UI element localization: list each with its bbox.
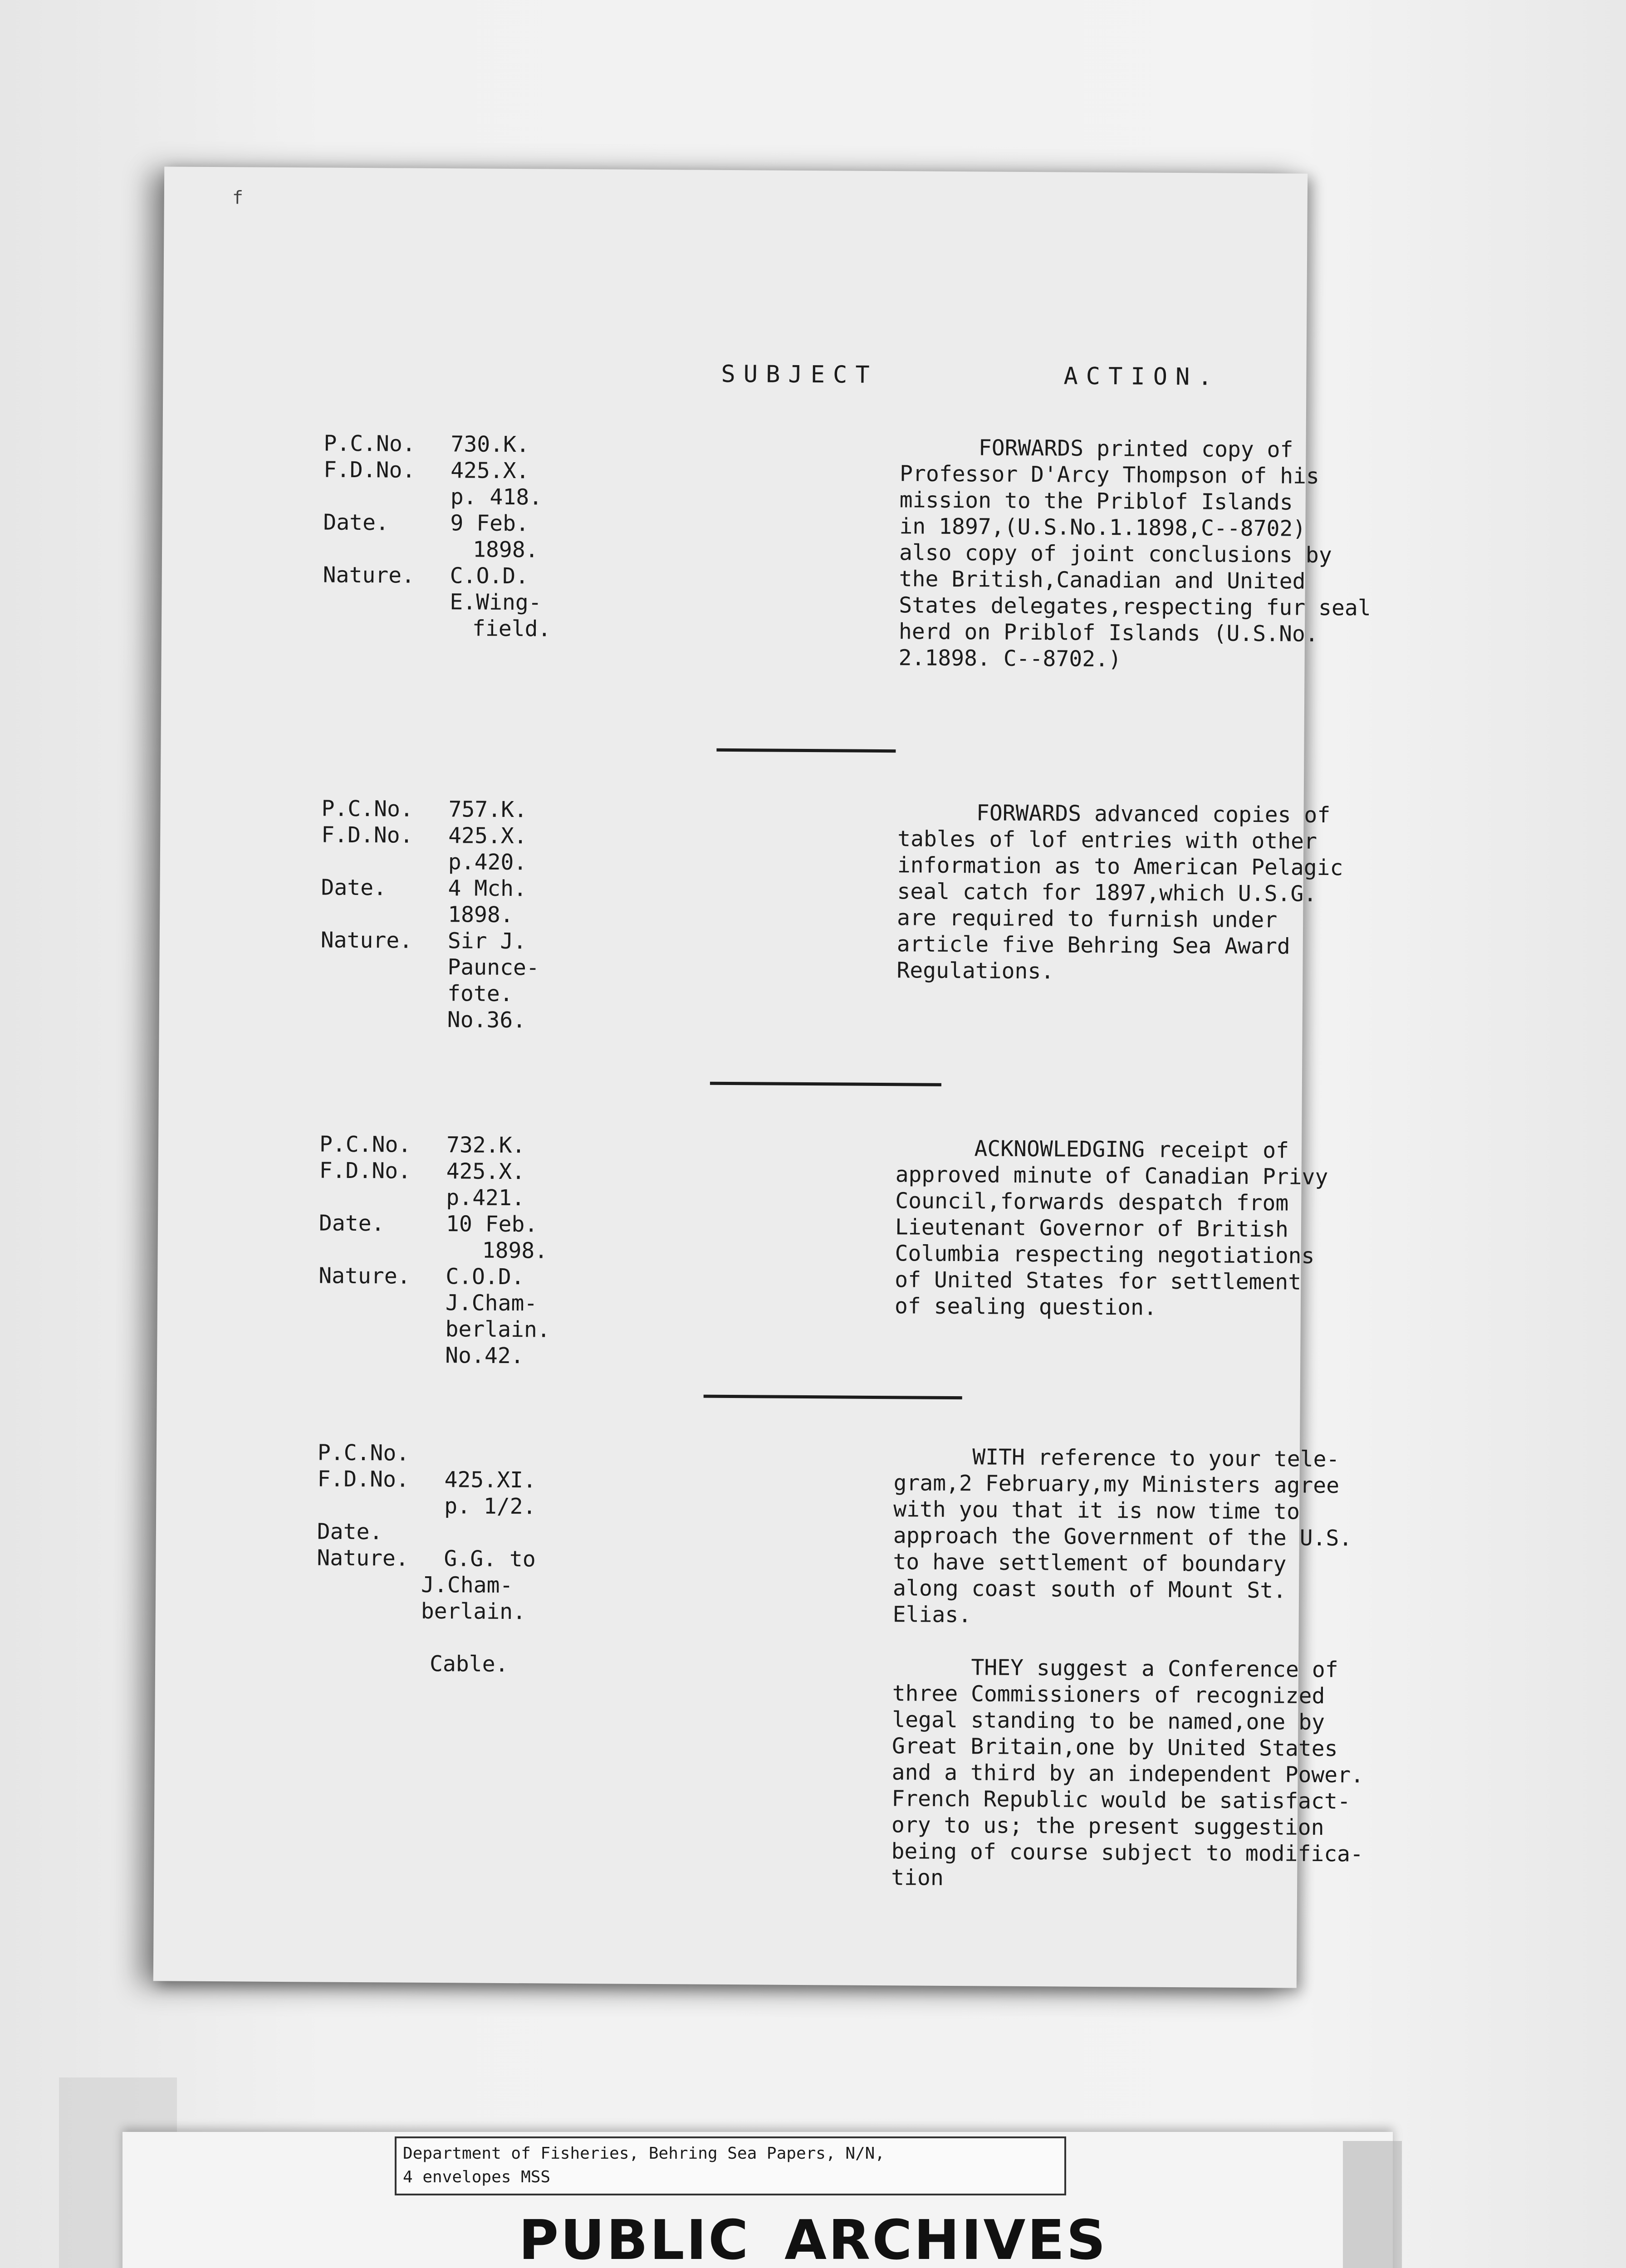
- ref-value: berlain.: [421, 1598, 526, 1625]
- text-line: Columbia respecting negotiations: [895, 1241, 1315, 1269]
- ref-label: Nature.: [320, 927, 413, 953]
- ref-value: p.420.: [448, 849, 527, 875]
- ref-value: J.Cham-: [445, 1290, 538, 1316]
- entry-425xi: [316, 1440, 1364, 1891]
- ref-label: Date.: [318, 1210, 385, 1237]
- text-line: along coast south of Mount St.: [892, 1575, 1287, 1603]
- text-line: Great Britain,one by United States: [891, 1733, 1338, 1762]
- ref-value: C.O.D.: [446, 1264, 524, 1290]
- text-line: THEY suggest a Conference of: [892, 1654, 1338, 1683]
- caption-line: 4 envelopes MSS: [403, 2168, 551, 2186]
- ref-value: fote.: [447, 981, 513, 1007]
- ref-value: field.: [472, 616, 551, 642]
- text-line: the British,Canadian and United: [899, 566, 1306, 594]
- entry-732k: [318, 1131, 1328, 1374]
- text-line: are required to furnish under: [896, 905, 1278, 933]
- ref-label: Date.: [317, 1519, 383, 1545]
- ref-value: 10 Feb.: [446, 1211, 538, 1237]
- ref-label: F.D.No.: [317, 1466, 410, 1492]
- ref-value: Paunce-: [447, 954, 539, 981]
- text-line: FORWARDS advanced copies of: [897, 800, 1331, 828]
- caption-line: Department of Fisheries, Behring Sea Papers, N/N,: [403, 2144, 885, 2163]
- ref-value: 4 Mch.: [448, 875, 527, 902]
- text-line: with you that it is now time to: [893, 1496, 1300, 1525]
- separator-rule: [710, 1082, 941, 1086]
- ref-label: P.C.No.: [323, 430, 416, 457]
- text-line: Council,forwards despatch from: [895, 1188, 1289, 1216]
- ref-value: 425.X.: [448, 823, 527, 849]
- ref-value: Sir J.: [447, 928, 527, 954]
- ref-value: Cable.: [429, 1651, 509, 1677]
- text-line: mission to the Priblof Islands: [899, 487, 1293, 515]
- ref-value: J.Cham-: [421, 1572, 513, 1598]
- text-line: three Commissioners of recognized: [892, 1681, 1325, 1709]
- text-line: French Republic would be satisfact-: [891, 1786, 1351, 1814]
- text-line: Regulations.: [896, 958, 1054, 984]
- ref-value: 9 Feb.: [450, 510, 529, 537]
- ref-value: p. 418.: [450, 484, 543, 510]
- text-line: tion: [891, 1865, 944, 1891]
- ref-value: 757.K.: [448, 797, 528, 823]
- ref-label: Date.: [323, 509, 389, 536]
- ref-value: E.Wing-: [450, 589, 542, 616]
- corner-mark: f: [232, 187, 244, 209]
- ref-label: P.C.No.: [321, 796, 414, 822]
- ref-value: No.42.: [445, 1343, 524, 1369]
- ref-label: F.D.No.: [319, 1158, 411, 1184]
- text-line: Elias.: [892, 1602, 972, 1628]
- text-line: to have settlement of boundary: [893, 1549, 1287, 1577]
- separator-rule: [716, 748, 896, 753]
- text-line: in 1897,(U.S.No.1.1898,C--8702): [899, 513, 1306, 542]
- text-line: 2.1898. C--8702.): [898, 645, 1122, 672]
- ref-value: p. 1/2.: [444, 1493, 536, 1520]
- text-line: FORWARDS printed copy of: [900, 435, 1293, 463]
- text-line: herd on Priblof Islands (U.S.No.: [898, 619, 1318, 647]
- text-line: Lieutenant Governor of British: [895, 1214, 1289, 1242]
- ref-label: Nature.: [317, 1545, 409, 1571]
- entry-text: [895, 1135, 1395, 1322]
- entry-text: [898, 434, 1399, 674]
- ref-value: 730.K.: [451, 431, 530, 458]
- action-header: ACTION.: [1063, 362, 1220, 391]
- text-line: information as to American Pelagic: [897, 852, 1343, 881]
- entry-text: [891, 1443, 1393, 1894]
- text-line: also copy of joint conclusions by: [899, 540, 1332, 568]
- archive-title-en: PUBLIC ARCHIVES: [519, 2209, 1107, 2268]
- ref-label: P.C.No.: [319, 1131, 411, 1158]
- text-line: WITH reference to your tele-: [893, 1444, 1340, 1472]
- text-line: and a third by an independent Power.: [891, 1760, 1364, 1788]
- ref-value: C.O.D.: [450, 563, 529, 589]
- ref-row: [320, 1006, 1273, 1038]
- text-line: being of course subject to modifica-: [891, 1838, 1364, 1867]
- ref-value: 1898.: [472, 537, 539, 563]
- ref-value: 732.K.: [446, 1132, 525, 1158]
- text-line: gram,2 February,my Ministers agree: [893, 1470, 1340, 1499]
- ref-label: Nature.: [323, 562, 415, 588]
- ref-value: p.421.: [446, 1185, 525, 1211]
- ref-value: berlain.: [445, 1316, 550, 1343]
- ref-row: [318, 1342, 1271, 1374]
- text-line: tables of lof entries with other: [897, 826, 1317, 854]
- text-line: States delegates,respecting fur seal: [899, 592, 1371, 621]
- collection-caption: [395, 2136, 1066, 2195]
- text-line: approach the Government of the U.S.: [893, 1523, 1352, 1551]
- text-line: of United States for settlement: [895, 1267, 1302, 1295]
- text-line: ory to us; the present suggestion: [891, 1812, 1324, 1841]
- ref-value: 1898.: [448, 902, 514, 928]
- ref-value: 425.XI.: [444, 1467, 537, 1493]
- ref-label: F.D.No.: [321, 822, 413, 848]
- separator-rule: [704, 1395, 962, 1399]
- text-line: seal catch for 1897,which U.S.G.: [897, 879, 1317, 907]
- text-line: article five Behring Sea Award: [896, 931, 1290, 959]
- ref-value: 425.X.: [450, 458, 529, 484]
- ref-value: No.36.: [447, 1007, 526, 1033]
- ref-label: F.D.No.: [323, 457, 416, 483]
- ref-label: Nature.: [318, 1263, 411, 1289]
- subject-header: SUBJECT: [721, 360, 878, 389]
- ref-label: Date.: [321, 875, 387, 901]
- ref-value: 425.X.: [446, 1158, 525, 1185]
- text-line: ACKNOWLEDGING receipt of: [895, 1135, 1289, 1163]
- document-sheet: [153, 166, 1371, 1988]
- ref-value: G.G. to: [444, 1546, 536, 1572]
- ref-value: 1898.: [482, 1237, 548, 1264]
- text-line: legal standing to be named,one by: [892, 1707, 1325, 1735]
- ref-label: P.C.No.: [317, 1440, 410, 1466]
- text-line: Professor D'Arcy Thompson of his: [899, 461, 1320, 489]
- entry-text: [896, 799, 1396, 987]
- text-line: of sealing question.: [894, 1293, 1157, 1320]
- entry-730k: [323, 430, 1371, 672]
- text-line: approved minute of Canadian Privy: [895, 1162, 1328, 1190]
- entry-757k: [320, 796, 1343, 1038]
